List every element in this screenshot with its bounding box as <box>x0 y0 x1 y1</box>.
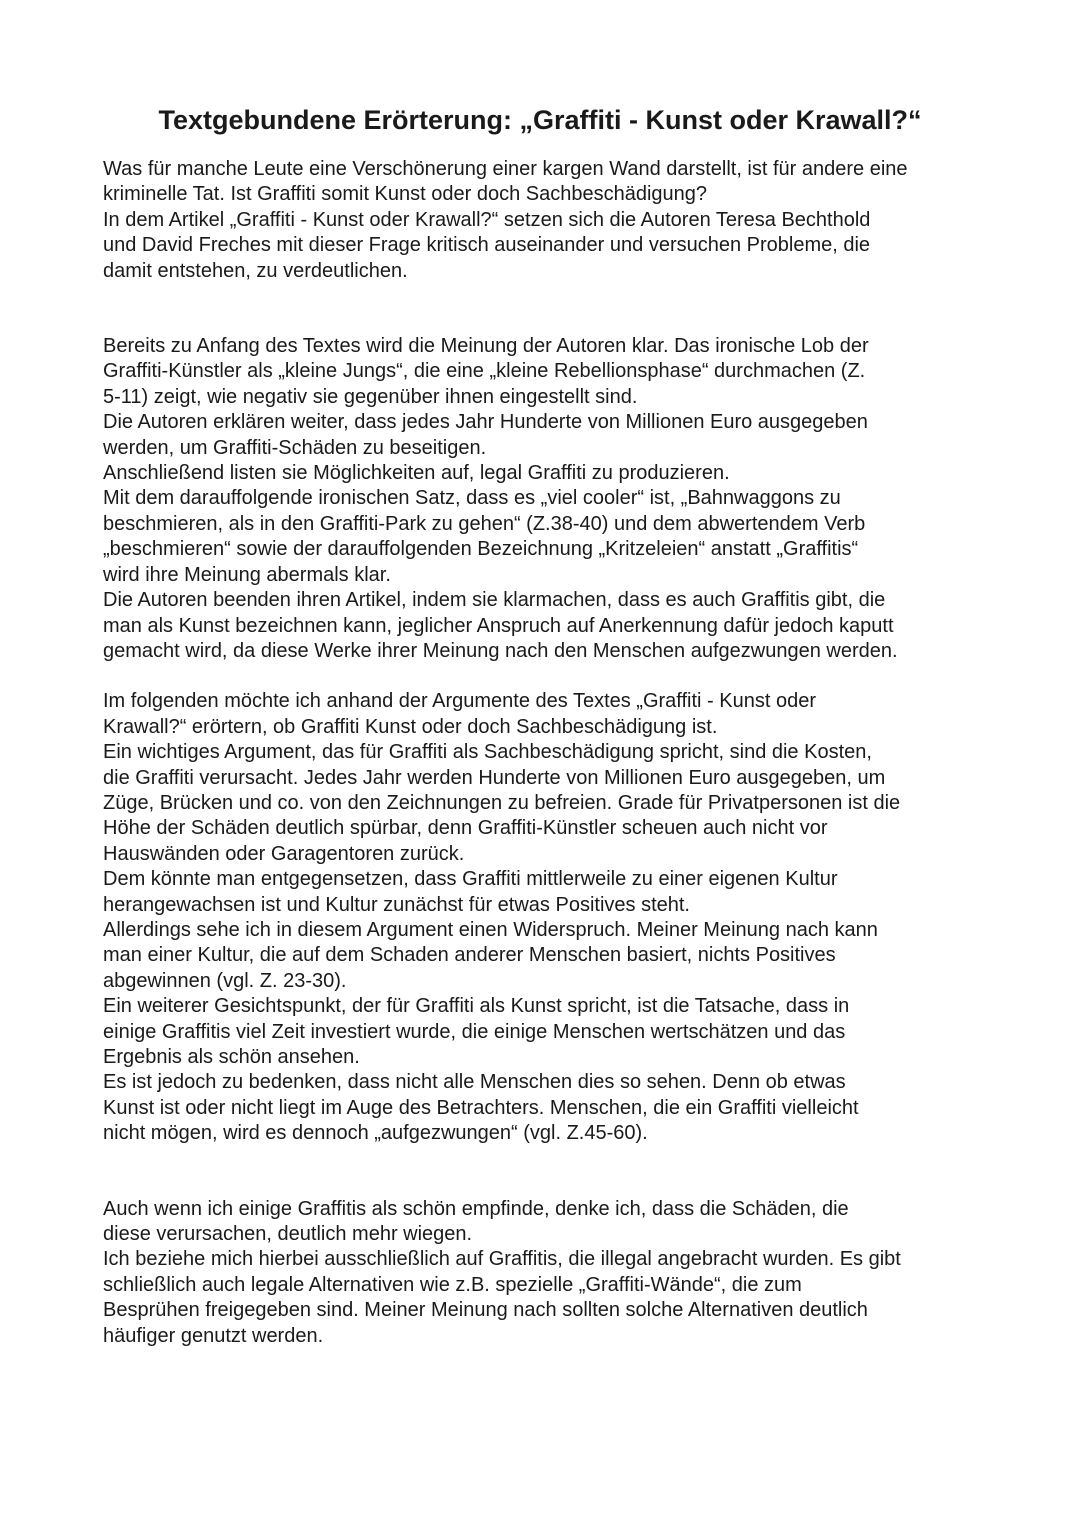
text-line: und David Freches mit dieser Frage kritisch auseinander und versuchen Probleme, die <box>103 234 871 257</box>
text-line: kriminelle Tat. Ist Graffiti somit Kunst oder doch Sachbeschädigung? <box>103 183 708 206</box>
paragraph-spacer <box>103 664 988 689</box>
text-line: Ergebnis als schön ansehen. <box>103 1046 360 1068</box>
text-line: schließlich auch legale Alternativen wie z.B. spezielle „Graffiti-Wände“, die zum <box>103 1273 802 1296</box>
paragraph-spacer <box>103 284 988 334</box>
paragraph-spacer <box>103 1147 988 1197</box>
text-line: Besprühen freigegeben sind. Meiner Meinung nach sollten solche Alternativen deutlich <box>103 1299 868 1322</box>
text-line: beschmieren, als in den Graffiti-Park zu gehen“ (Z.38-40) und dem abwertendem Verb <box>103 512 866 535</box>
document-title: Textgebundene Erörterung: „Graffiti - Kunst oder Krawall?“ <box>158 105 922 135</box>
text-line: Krawall?“ erörtern, ob Graffiti Kunst oder doch Sachbeschädigung ist. <box>103 715 718 738</box>
text-line: Im folgenden möchte ich anhand der Argumente des Textes „Graffiti - Kunst oder <box>103 690 816 713</box>
paragraph-conclusion <box>103 1197 988 1349</box>
text-line: Mit dem darauffolgende ironischen Satz, dass es „viel cooler“ ist, „Bahnwaggons zu <box>103 487 841 510</box>
text-line: diese verursachen, deutlich mehr wiegen. <box>103 1223 473 1246</box>
text-line: gemacht wird, da diese Werke ihrer Meinung nach den Menschen aufgezwungen werden. <box>103 639 898 662</box>
text-line: Hauswänden oder Garagentoren zurück. <box>103 842 465 865</box>
text-line: „beschmieren“ sowie der darauffolgenden Bezeichnung „Kritzeleien“ anstatt „Graffitis“ <box>103 538 859 561</box>
text-line: Ein weiterer Gesichtspunkt, der für Graffiti als Kunst spricht, ist die Tatsache, dass in <box>103 995 850 1018</box>
text-line: Es ist jedoch zu bedenken, dass nicht alle Menschen dies so sehen. Denn ob etwas <box>103 1071 846 1094</box>
text-line: Auch wenn ich einige Graffitis als schön empfinde, denke ich, dass die Schäden, die <box>103 1197 849 1220</box>
text-line: Kunst ist oder nicht liegt im Auge des Betrachters. Menschen, die ein Graffiti vielleicht <box>103 1096 859 1119</box>
text-line: Züge, Brücken und co. von den Zeichnungen zu befreien. Grade für Privatpersonen ist die <box>103 791 901 814</box>
text-line: In dem Artikel „Graffiti - Kunst oder Krawall?“ setzen sich die Autoren Teresa Bechthold <box>103 208 871 231</box>
text-line: Die Autoren beenden ihren Artikel, indem sie klarmachen, dass es auch Graffitis gibt, die <box>103 589 886 612</box>
text-line: man einer Kultur, die auf dem Schaden anderer Menschen basiert, nichts Positives <box>103 944 836 967</box>
text-line: Ich beziehe mich hierbei ausschließlich auf Graffitis, die illegal angebracht wurden. Es gibt <box>103 1248 901 1271</box>
document-body <box>103 157 988 1349</box>
text-line: Dem könnte man entgegensetzen, dass Graffiti mittlerweile zu einer eigenen Kultur <box>103 868 838 891</box>
text-line: wird ihre Meinung abermals klar. <box>103 563 391 586</box>
paragraph-argumentation <box>103 689 988 1146</box>
text-line: häufiger genutzt werden. <box>103 1324 324 1347</box>
text-line: Höhe der Schäden deutlich spürbar, denn Graffiti-Künstler scheuen auch nicht vor <box>103 817 828 840</box>
text-line: Die Autoren erklären weiter, dass jedes Jahr Hunderte von Millionen Euro ausgegeben <box>103 411 868 434</box>
text-line: Graffiti-Künstler als „kleine Jungs“, die eine „kleine Rebellionsphase“ durchmachen (Z. <box>103 360 866 383</box>
text-line: abgewinnen (vgl. Z. 23-30). <box>103 969 347 992</box>
text-line: Ein wichtiges Argument, das für Graffiti als Sachbeschädigung spricht, sind die Kosten, <box>103 741 872 764</box>
text-line: werden, um Graffiti-Schäden zu beseitigen. <box>103 436 487 459</box>
text-line: damit entstehen, zu verdeutlichen. <box>103 259 408 282</box>
paragraph-text-analysis <box>103 334 988 664</box>
text-line: einige Graffitis viel Zeit investiert wurde, die einige Menschen wertschätzen und das <box>103 1020 846 1043</box>
text-line: herangewachsen ist und Kultur zunächst für etwas Positives steht. <box>103 893 690 916</box>
text-line: Bereits zu Anfang des Textes wird die Meinung der Autoren klar. Das ironische Lob der <box>103 335 869 358</box>
text-line: Was für manche Leute eine Verschönerung einer kargen Wand darstellt, ist für andere eine <box>103 158 908 180</box>
paragraph-introduction <box>103 157 988 284</box>
text-line: nicht mögen, wird es dennoch „aufgezwungen“ (vgl. Z.45-60). <box>103 1122 648 1145</box>
text-line: Anschließend listen sie Möglichkeiten auf, legal Graffiti zu produzieren. <box>103 462 730 485</box>
text-line: Allerdings sehe ich in diesem Argument einen Widerspruch. Meiner Meinung nach kann <box>103 918 878 941</box>
text-line: 5-11) zeigt, wie negativ sie gegenüber ihnen eingestellt sind. <box>103 385 638 408</box>
text-line: die Graffiti verursacht. Jedes Jahr werden Hunderte von Millionen Euro ausgegeben, um <box>103 766 886 789</box>
text-line: man als Kunst bezeichnen kann, jeglicher Anspruch auf Anerkennung dafür jedoch kaputt <box>103 614 894 637</box>
